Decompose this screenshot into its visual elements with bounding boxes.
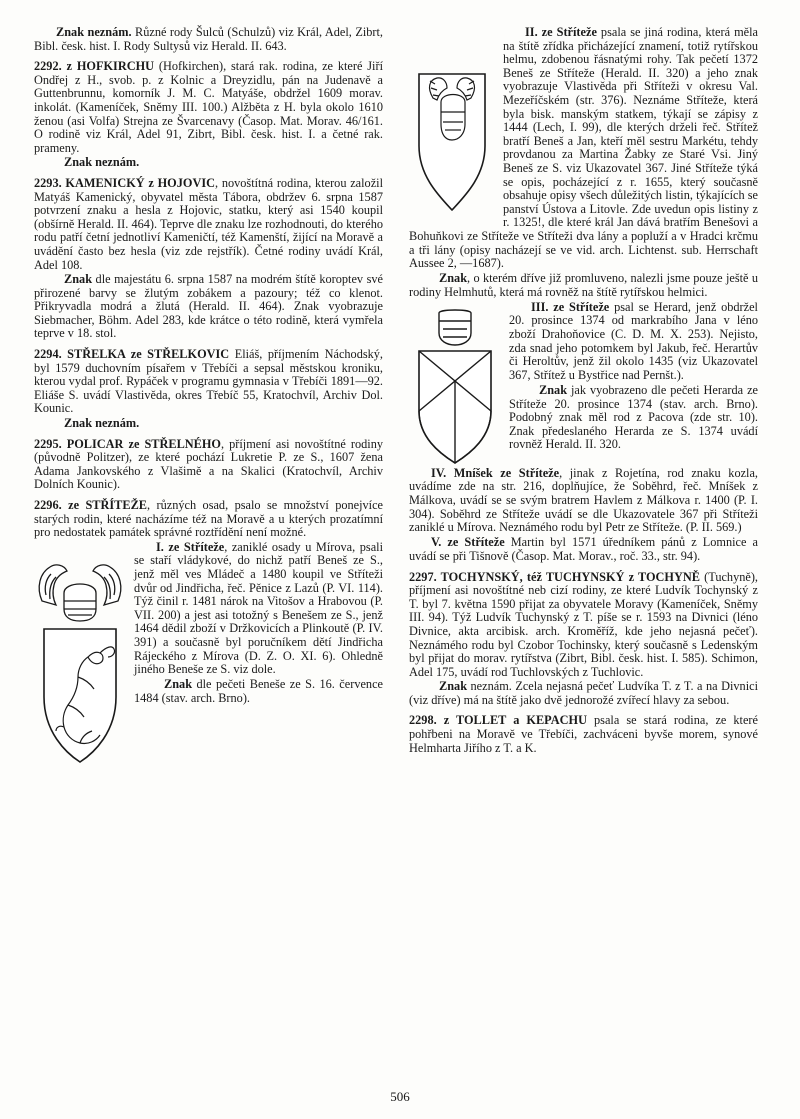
roman-v (409, 536, 758, 563)
entry-2293 (34, 177, 383, 272)
entry-2292-znak (34, 156, 383, 170)
entry-2294-znak-label: Znak neznám. (64, 416, 140, 431)
coat-of-arms-figure-beneš-ze-stříteže (34, 557, 126, 767)
entry-2295-head: 2295. POLICAR ze STŘELNÉHO (34, 436, 222, 451)
right-column (409, 26, 758, 1066)
entry-2298 (409, 714, 758, 755)
roman-ii-head: II. ze Stříteže (525, 25, 597, 39)
entry-2296-head: 2296. ze STŘÍTEŽE (34, 498, 147, 512)
entry-2297-znak-text: neznám. Zcela nejasná pečeť Ludvíka T. z T. a na Divnici (viz dříve) má na štítě jako dvě jednorožé zvířecí hlavy za sebou. (409, 679, 758, 707)
roman-v-text: Martin byl 1571 úředníkem pánů z Lomnice a uvádí se při Tišnově (Časop. Mat. Morav., roč. 33., str. 94). (409, 535, 758, 563)
roman-iv (409, 467, 758, 535)
entry-2297-znak-label: Znak (439, 679, 468, 694)
page-number: 506 (390, 1089, 410, 1104)
entry-2296 (34, 499, 383, 540)
roman-iii-text: psal se Herard, jenž obdržel 20. prosince 1374 od markrabího Jana v léno zboží Drahoňovice (C. D. M. X. 253). Nejisto, zda snad jeho potomkem byl Jakub, řeč. Herartův či Heroltův, jenž žil okolo 1435 (viz Ukazovatel 367, Střítež u Bystřice nad Pernšt.). (509, 299, 758, 382)
entry-2293-znak-label: Znak (64, 272, 93, 287)
coat-of-arms-figure-ii (413, 68, 491, 218)
page-columns (34, 26, 766, 1066)
roman-iv-head: IV. Mníšek ze Stříteže (431, 465, 560, 480)
entry-2292-text: (Hofkirchen), stará rak. rodina, ze které Jiří Ondřej z H., svob. p. z Kolnic a Dreyzidlu, pán na Judenavě a Guttenbrunnu, komorník J. M. C. Matyáše, obdržel 1609 morav. inkolát. (Kameníček, Sněmy III. 100.) Alžběta z H. byla okolo 1610 ženou (asi Volfa) Strejna ze Švarcenavy (Časop. Mat. Morav. 46/161. O rodině viz Král, Adel 91, Zibrt, Bibl. česk. hist. I. a četné rak. prameny. (34, 59, 383, 155)
lead-znak-text: Různé rody Šulců (Schulzů) viz Král, Adel, Zibrt, Bibl. česk. hist. I. Rody Sultysů viz Herald. II. 643. (34, 25, 383, 53)
entry-2297-head: 2297. TOCHYNSKÝ, též TUCHYNSKÝ z TOCHYNĚ (409, 569, 700, 584)
entry-2298-head: 2298. z TOLLET a KEPACHU (409, 713, 587, 728)
entry-2293-head: 2293. KAMENICKÝ z HOJOVIC (34, 175, 216, 190)
roman-iii-znak-text: jak vyobrazeno dle pečeti Herarda ze Stříteže 20. prosince 1374 (stav. arch. Brno). Podobný znak měl rod z Pacova (zde str. 10). Znak předeslaného Herarda ze S. 1374 uvádí rovněž Herald. II. 320. (509, 382, 758, 452)
roman-i-text: , zaniklé osady u Mírova, psali se staří vládykové, do nichž patří Beneš ze S., jenž měl ves Mládeč a 1480 koupil ve Stříteži dvůr od Jindřicha, řeč. Pěnice z Lazů (P. VI. 114). Týž činil r. 1481 nárok na Vitošov a Hrabovou (P. VII. 200) a jest asi totožný s Benešem ze S., jenž 1464 dědil zboží v Držkovicích a Plinkoutě (P. IV. 391) a současně byl poručníkem dětí Jindřicha Rájeckého z Mírova (D. Z. O. XI. 6). Ohledně jiného Beneše ze S. viz dole. (134, 539, 383, 677)
entry-2293-znak-text: dle majestátu 6. srpna 1587 na modrém štítě koroptev své přirozené barvy se žlutým zobákem a pazoury; též co klenot. Přikryvadla modrá a žlutá (Herald. II. 464). Znak vyobrazuje Siebmacher, Böhm. Adel 283, kde krátce o této rodině, která vymřela teprve v 18. stol. (34, 272, 383, 341)
paragraph-lead-note (34, 26, 383, 53)
shield-drawing-ii (413, 68, 491, 218)
entry-2294-text: Eliáš, příjmením Náchodský, byl 1579 duchovním písařem v Třebíči a sepsal městskou kroniku, kterou vydal prof. Rypáček v programu gymnasia v Třebíči 1891—92. Eliáše S. uvádí Vlastivěda, okres Třebíč 55, Kratochvíl, Archiv Dol. Kounic. (34, 347, 384, 416)
roman-ii-text: psala se jiná rodina, která měla na štítě zřídka přicházející znamení, totiž rytířskou helmu, zdobenou řásnatými rohy. Tak pečetí 1372 Beneš ze Stříteže (Herald. II. 320) a jeho znak vyobrazuje Vlastivěda při Stříteži v okresu Val. Mezeříčském (str. 376). Neznáme Stříteže, která byla bisk. manským statkem, týkají se zápisy z 1444 (Lech, I. 99), dle kterých drželi řeč. Střítež bratří Beneš a Jan, kteří měl sestru Markétu, tehdy provdanou za Martina Žabky ze Staré Vsi. Jiný Beneš ze S. viz Ukazovatel 367. Jiné Stříteže týká se opis, pocházející z r. 1655, který současně obsahuje opisy všech důležitých listin, týkajících se panství Ústova a Litovle. Zde uvedun opis listiny z r. 1325!, dle které král Jan dává bratřím Benešovi a Bohuňkovi ze Stříteže ve Stříteži dva lány a popluží a v Hradci krčmu a tři lány (opisy nacházejí se ve vid. arch. Lichtenst. sub. Herrschaft Aussee 2, —1687). (409, 25, 758, 271)
roman-v-head: V. ze Stříteže (431, 535, 505, 550)
entry-2298-text: psala se stará rodina, ze které pohřbeni na Moravě ve Třebíči, zachváceni byvše morem, synové Helmharta Jiřího z T. a K. (409, 713, 758, 755)
roman-iii-znak-label: Znak (539, 382, 568, 397)
shield-drawing-i (34, 557, 126, 767)
roman-i-znak-text: dle pečeti Beneše ze S. 16. července 1484 (stav. arch. Brno). (134, 677, 383, 705)
entry-2296-text: , různých osad, psalo se množství ponejvíce starých rodin, které nacházíme též na Moravě a u kterých prozatímní pro nedostatek památek správné roztřídění není možné. (34, 498, 384, 540)
entry-2292-head: 2292. z HOFKIRCHU (34, 59, 155, 74)
roman-iii-head: III. ze Stříteže (531, 299, 610, 314)
entry-2297-znak (409, 680, 758, 707)
entry-2294-head: 2294. STŘELKA ze STŘELKOVIC (34, 347, 230, 362)
entry-2292-znak-label: Znak neznám. (64, 155, 140, 170)
shield-drawing-iii (413, 307, 497, 467)
entry-2294-znak (34, 417, 383, 431)
roman-ii-znak-text: , o kterém dříve již promluveno, nalezli jsme pouze ještě u rodiny Helmhutů, která má rovněž na štítě rytířskou helmici. (409, 271, 758, 299)
entry-2293-znak (34, 273, 383, 341)
entry-2294 (34, 348, 383, 416)
left-column (34, 26, 383, 1066)
roman-iv-text: , jinak z Rojetína, rod znaku kozla, uvádíme zde na str. 216, doplňujíce, že Soběhrd, řeč. Mníšek z Málkova, uvádí se se svým bratrem Havlem z Málkova r. 1400 (P. I. 304). Soběhrd ze Stříteže uvádí se dle Ukazovatele 367 při Stříteži zaniklé u Mírova. Neznámého rodu byl Petr ze Stříteže. (P. II. 569.) (409, 465, 758, 535)
entry-2292 (34, 60, 383, 155)
lead-znak-label: Znak neznám. (56, 25, 132, 39)
roman-i-head: I. ze Stříteže (156, 539, 225, 554)
entry-2297-text: (Tuchyně), příjmení asi novoštítné neb cizí rodiny, ze které Ludvík Tochynský z T. byl 7. května 1590 přijat za obyvatele Moravy (Kameníček, Sněmy III. 94). Týž Ludvík Tuchynský z T. píše se r. 1593 na Divnici (léno Divnice, akta arcibisk. arch. Kroměříž, kde jeho nejasná pečeť). Neznámého rodu byl Czobor Tochinsky, který současně s Ledenským byl přijat do morav. rytířstva (Zibrt, Bibl. česk. hist. I. 585). Schimon, Adel 175, uvádí rod Tuchlovských z Tuchlovic. (409, 569, 758, 679)
entry-2297 (409, 571, 758, 680)
roman-ii-znak-label: Znak (439, 271, 468, 286)
entry-2295-text: , příjmení asi novoštítné rodiny (původně Politzer), ze které pochází Lukretie P. ze S., 1607 žena Adama Jankovského z Vlašimě a na Skalici (Kratochvíl, Archiv Dolních Kounic). (34, 436, 383, 492)
entry-2293-text: , novoštítná rodina, kterou založil Matyáš Kamenický, obyvatel města Tábora, obdržev 6. srpna 1587 potvrzení znaku a hesla z Hojovic, statku, který asi 1540 koupil (obšírně Herald. II. 464). Teprve dle znaku lze rozhodnouti, do kterého rodu patří četní jednotliví Kameničtí, též Kamenští, žijící na Moravě a uvádění často bez hesla (viz zde rejstřík). Četné rodiny uvádí Král, Adel 108. (34, 175, 383, 272)
roman-ii-znak (409, 272, 758, 299)
coat-of-arms-figure-iii (413, 307, 497, 467)
entry-2295 (34, 438, 383, 492)
roman-i-znak-label: Znak (164, 677, 193, 692)
